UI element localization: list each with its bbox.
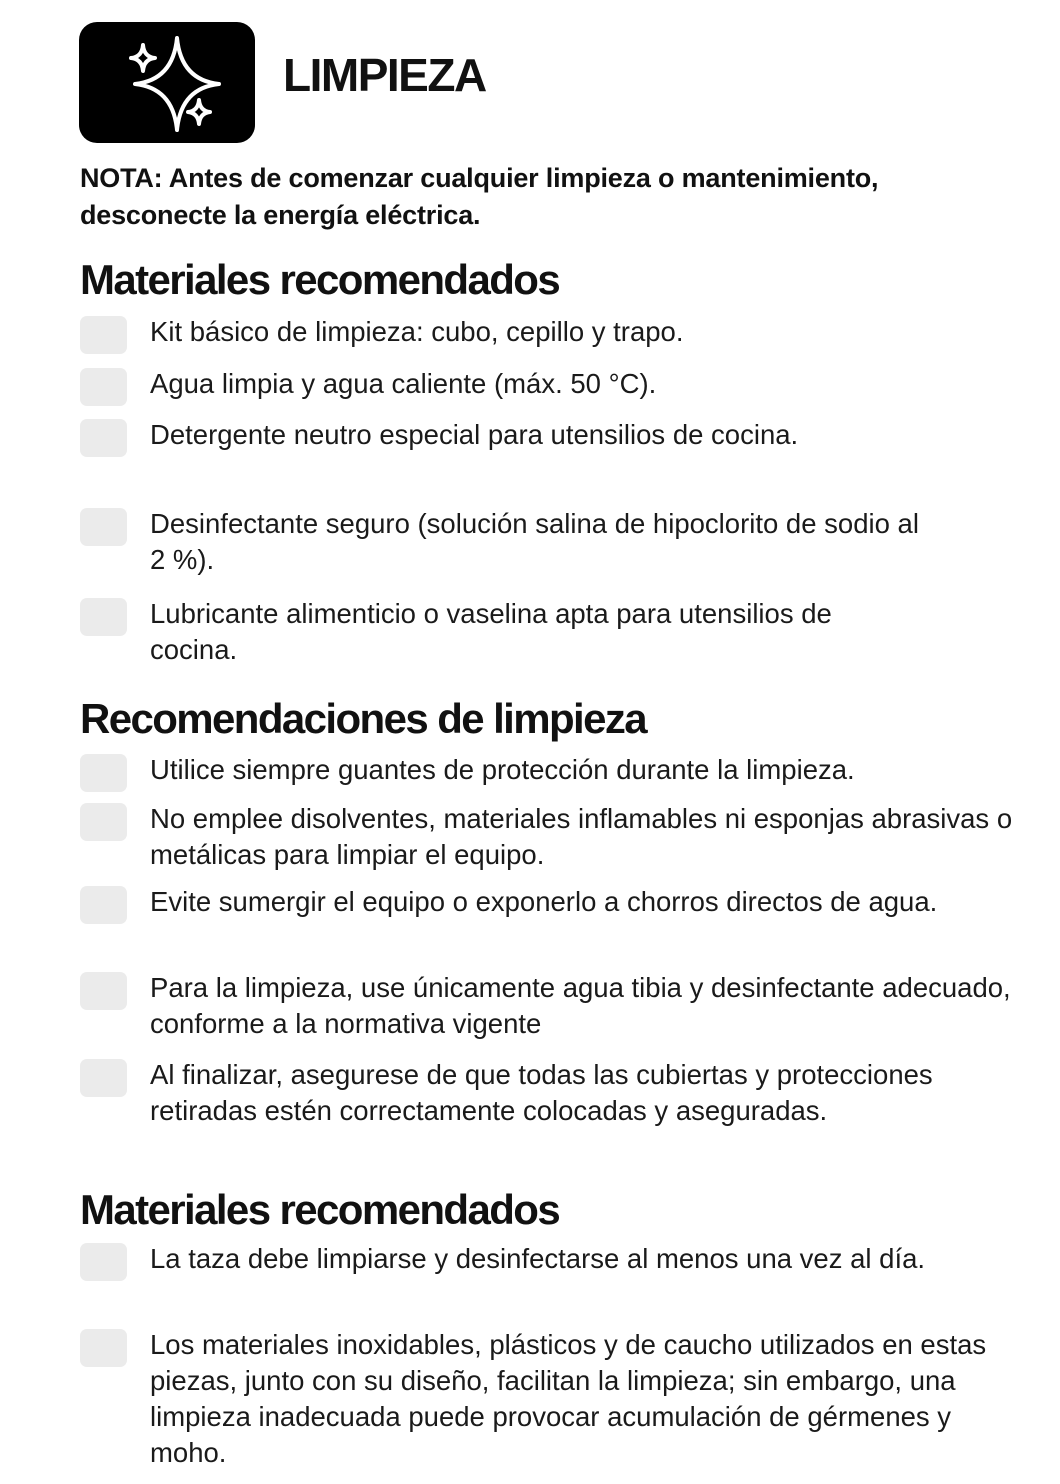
section-title-materials-2: Materiales recomendados	[80, 1186, 560, 1233]
checkbox[interactable]	[80, 1243, 127, 1281]
item-text: Desinfectante seguro (solución salina de hipoclorito de sodio al 2 %).	[150, 508, 919, 575]
checkbox[interactable]	[80, 368, 127, 406]
checkbox[interactable]	[80, 1329, 127, 1367]
page-title: LIMPIEZA	[283, 49, 486, 101]
sparkle-icon-graphic	[79, 22, 255, 143]
safety-note: NOTA: Antes de comenzar cualquier limpieza o mantenimiento, desconecte la energía eléctrica.	[80, 163, 879, 230]
sparkle-icon	[79, 22, 255, 143]
item-text: Agua limpia y agua caliente (máx. 50 °C).	[150, 368, 657, 399]
item-text: Los materiales inoxidables, plásticos y de caucho utilizados en estas piezas, junto con su diseño, facilitan la limpieza; sin embargo, una limpieza inadecuada puede provocar acumulación de gérmenes y moho.	[150, 1329, 987, 1468]
item-text: Detergente neutro especial para utensilios de cocina.	[150, 419, 799, 450]
item-text: Al finalizar, asegurese de que todas las cubiertas y protecciones retiradas estén correctamente colocadas y aseguradas.	[150, 1059, 933, 1126]
section-title-materials: Materiales recomendados	[80, 256, 560, 303]
item-text: Para la limpieza, use únicamente agua tibia y desinfectante adecuado, conforme a la normativa vigente	[150, 972, 1011, 1039]
item-text: No emplee disolventes, materiales inflamables ni esponjas abrasivas o metálicas para limpiar el equipo.	[150, 803, 1013, 870]
checkbox[interactable]	[80, 508, 127, 546]
item-text: La taza debe limpiarse y desinfectarse al menos una vez al día.	[150, 1243, 926, 1274]
item-text: Kit básico de limpieza: cubo, cepillo y trapo.	[150, 316, 684, 347]
checkbox[interactable]	[80, 316, 127, 354]
item-text: Lubricante alimenticio o vaselina apta para utensilios de cocina.	[150, 598, 832, 665]
checkbox[interactable]	[80, 754, 127, 792]
section-title-recommendations: Recomendaciones de limpieza	[80, 695, 647, 742]
checkbox[interactable]	[80, 419, 127, 457]
item-text: Evite sumergir el equipo o exponerlo a chorros directos de agua.	[150, 886, 938, 917]
checkbox[interactable]	[80, 803, 127, 841]
checkbox[interactable]	[80, 598, 127, 636]
checkbox[interactable]	[80, 972, 127, 1010]
checkbox[interactable]	[80, 886, 127, 924]
item-text: Utilice siempre guantes de protección durante la limpieza.	[150, 754, 855, 785]
checkbox[interactable]	[80, 1059, 127, 1097]
